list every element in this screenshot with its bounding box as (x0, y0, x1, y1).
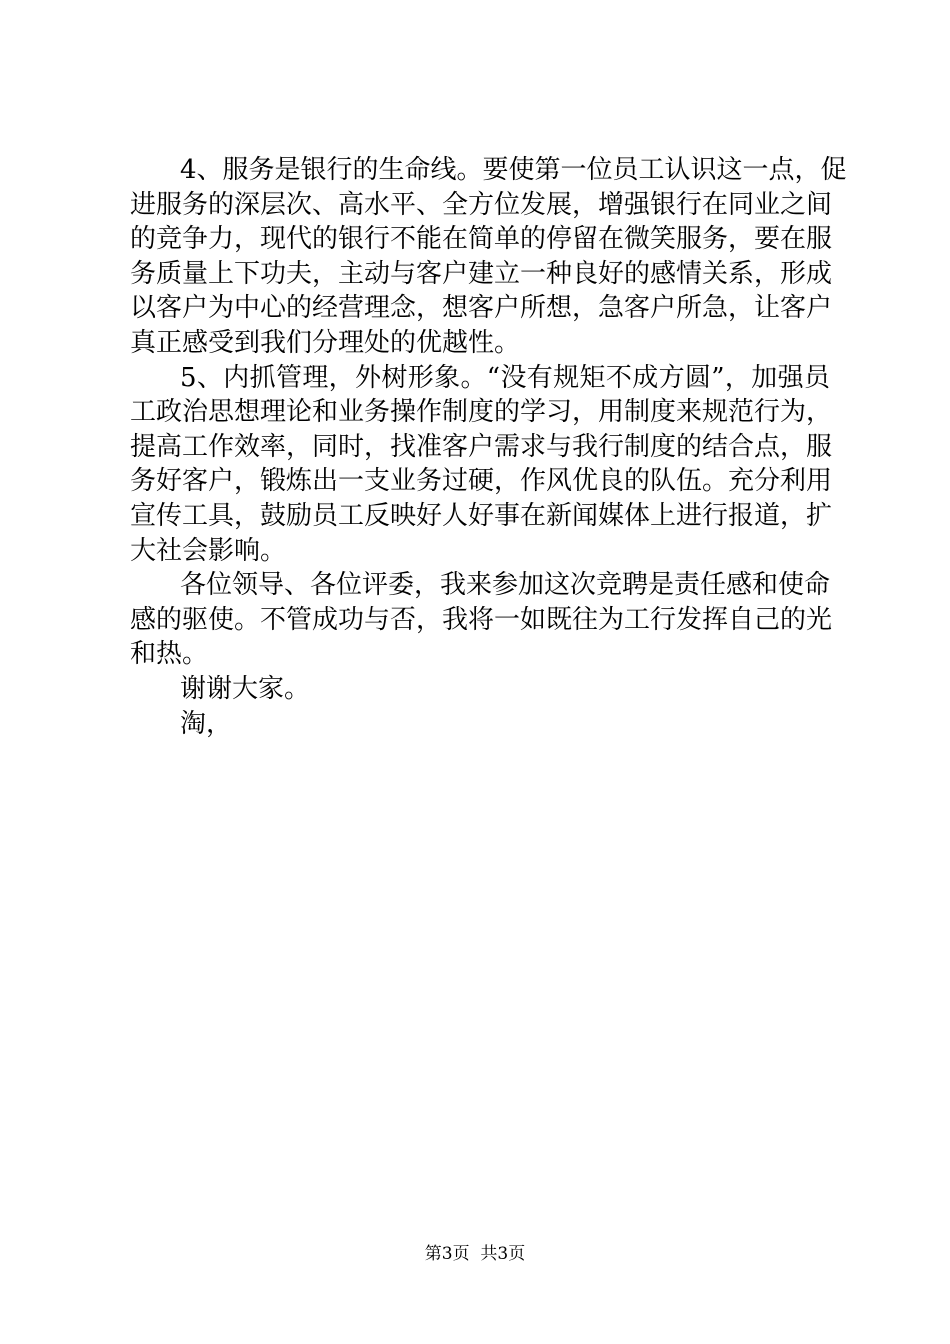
page-number-label: 第3页 共3页 (424, 1244, 526, 1264)
text-line: 提高工作效率，同时，找准客户需求与我行制度的结合点，服 (130, 431, 833, 462)
text-line: 各位领导、各位评委，我来参加这次竞聘是责任感和使命 (180, 570, 831, 601)
text-line: 谢谢大家。 (180, 673, 311, 704)
page-footer (0, 1243, 950, 1265)
paragraph-management (130, 361, 833, 569)
paragraph-service (130, 153, 847, 361)
paragraph-thanks (130, 672, 830, 707)
text-line: 的竞争力，现代的银行不能在简单的停留在微笑服务，要在服 (130, 224, 833, 255)
text-line: 务好客户，锻炼出一支业务过硬，作风优良的队伍。充分利用 (130, 466, 833, 497)
text-line: 4、服务是银行的生命线。要使第一位员工认识这一点，促 (180, 155, 847, 185)
text-line: 感的驱使。不管成功与否，我将一如既往为工行发挥自己的光 (130, 604, 833, 635)
text-line: 淘， (180, 708, 233, 739)
text-line: 工政治思想理论和业务操作制度的学习，用制度来规范行为， (130, 397, 833, 428)
text-line: 以客户为中心的经营理念，想客户所想，急客户所急，让客户 (130, 293, 833, 324)
text-line: 进服务的深层次、高水平、全方位发展，增强银行在同业之间 (130, 189, 833, 220)
text-line: 大社会影响。 (130, 535, 287, 566)
text-line: 务质量上下功夫，主动与客户建立一种良好的感情关系，形成 (130, 258, 833, 289)
paragraph-trailing (130, 707, 830, 742)
text-line: 和热。 (130, 639, 209, 670)
text-line: 5、内抓管理，外树形象。“没有规矩不成方圆”，加强员 (180, 362, 830, 393)
document-body (130, 153, 847, 741)
text-line: 真正感受到我们分理处的优越性。 (130, 327, 521, 358)
paragraph-closing (130, 568, 833, 672)
text-line: 宣传工具，鼓励员工反映好人好事在新闻媒体上进行报道，扩 (130, 500, 833, 531)
